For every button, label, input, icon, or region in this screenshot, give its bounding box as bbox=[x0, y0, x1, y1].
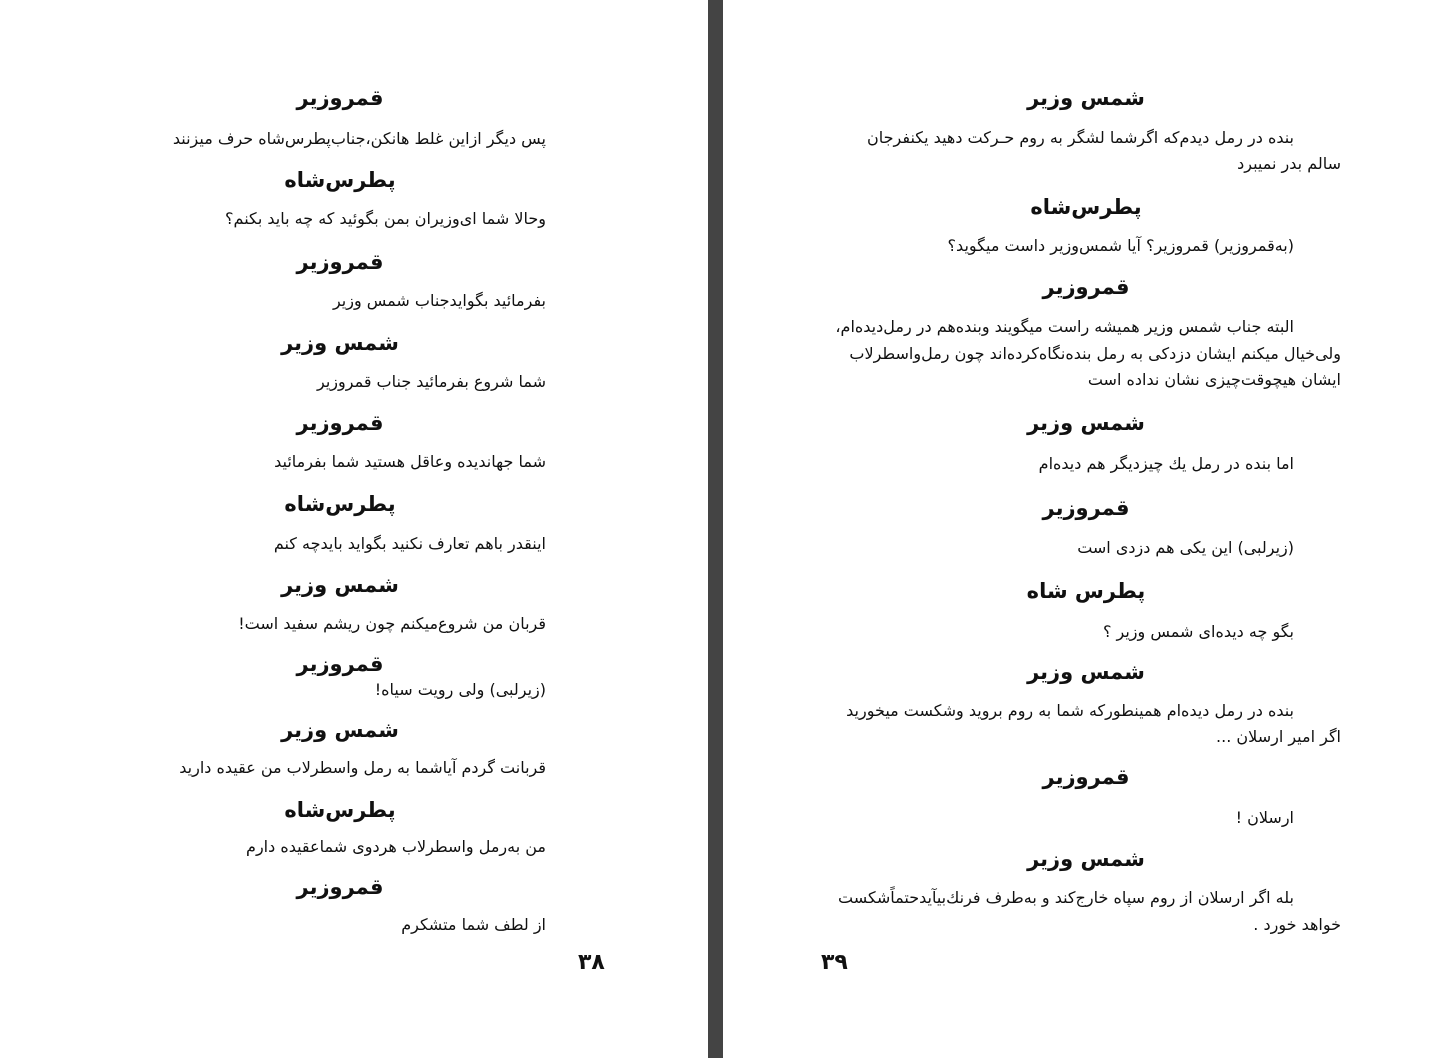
dialogue-line: خواهد خورد . bbox=[1253, 915, 1341, 934]
dialogue-line: ایشان هیچوقت‌چیزی نشان نداده است bbox=[1087, 370, 1341, 389]
dialogue-line: (زیرلبی) ولی رویت سیاه! bbox=[374, 680, 546, 699]
dialogue-line: (زیرلبی) این یکی هم دزدی است bbox=[1077, 538, 1294, 557]
dialogue-line: البته جناب شمس وزیر همیشه راست میگویند وبنده‌هم در رمل‌دیده‌ام، bbox=[835, 317, 1294, 336]
speaker-name: شمس وزیر bbox=[1027, 660, 1145, 684]
dialogue-line: سالم بدر نمیبرد bbox=[1237, 154, 1341, 173]
speaker-name: قمروزیر bbox=[296, 652, 384, 676]
dialogue-line: وحالا شما ای‌وزیران بمن بگوئید که چه باید بکنم؟ bbox=[225, 209, 546, 228]
speaker-name: پطرس‌شاه bbox=[1030, 195, 1142, 219]
speaker-name: قمروزیر bbox=[1042, 765, 1130, 789]
speaker-name: شمس وزیر bbox=[1027, 411, 1145, 435]
dialogue-line: بفرمائید بگوایدجناب شمس وزیر bbox=[332, 291, 546, 310]
dialogue-line: اگر امیر ارسلان ... bbox=[1216, 727, 1341, 746]
dialogue-line: (به‌قمروزیر) قمروزیر؟ آیا شمس‌وزیر داست میگوید؟ bbox=[947, 236, 1294, 255]
dialogue-line: قربان من شروع‌میکنم چون ریشم سفید است! bbox=[238, 614, 546, 633]
book-spine bbox=[708, 0, 723, 1058]
speaker-name: قمروزیر bbox=[296, 86, 384, 110]
speaker-name: شمس وزیر bbox=[281, 331, 399, 355]
speaker-name: شمس وزیر bbox=[1027, 847, 1145, 871]
page-number: ۳۹ bbox=[821, 950, 848, 975]
dialogue-line: شما شروع بفرمائید جناب قمروزیر bbox=[317, 372, 546, 391]
dialogue-line: بگو چه دیده‌ای شمس وزیر ؟ bbox=[1102, 622, 1294, 641]
speaker-name: پطرس‌شاه bbox=[284, 492, 396, 516]
dialogue-line: بنده در رمل دیده‌ام همینطورکه شما به روم بروید وشکست میخورید bbox=[846, 701, 1294, 720]
dialogue-line: من به‌رمل واسطرلاب هردوی شماعقیده دارم bbox=[246, 837, 546, 856]
page-number: ۳۸ bbox=[578, 950, 605, 975]
dialogue-line: شما جهاندیده وعاقل هستید شما بفرمائید bbox=[274, 452, 546, 471]
dialogue-line: بنده در رمل دیدم‌که اگرشما لشگر به روم حـرکت دهید یکنفرجان bbox=[867, 128, 1294, 147]
speaker-name: شمس وزیر bbox=[281, 573, 399, 597]
speaker-name: پطرس‌شاه bbox=[284, 798, 396, 822]
left-page bbox=[0, 0, 708, 1058]
dialogue-line: ولی‌خیال میکنم ایشان دزدکی به رمل بنده‌نگاه‌کرده‌اند چون رمل‌واسطرلاب bbox=[849, 344, 1341, 363]
speaker-name: قمروزیر bbox=[296, 250, 384, 274]
dialogue-line: ارسلان ! bbox=[1235, 808, 1294, 827]
speaker-name: قمروزیر bbox=[296, 875, 384, 899]
dialogue-line: بله اگر ارسلان از روم سپاه خارج‌کند و به‌طرف فرنك‌بیآید‌حتماً‌شکست bbox=[838, 888, 1294, 907]
speaker-name: قمروزیر bbox=[1042, 275, 1130, 299]
speaker-name: پطرس‌شاه bbox=[284, 168, 396, 192]
dialogue-line: پس دیگر ازاین غلط هانکن،جناب‌پطرس‌شاه حرف میزنند bbox=[172, 129, 546, 148]
speaker-name: پطرس شاه bbox=[1026, 579, 1146, 603]
speaker-name: قمروزیر bbox=[296, 411, 384, 435]
dialogue-line: اما بنده در رمل یك چیزدیگر هم دیده‌ام bbox=[1038, 454, 1294, 473]
speaker-name: قمروزیر bbox=[1042, 496, 1130, 520]
speaker-name: شمس وزیر bbox=[1027, 86, 1145, 110]
dialogue-line: از لطف شما متشکرم bbox=[401, 915, 546, 934]
speaker-name: شمس وزیر bbox=[281, 718, 399, 742]
right-page bbox=[723, 0, 1438, 1058]
dialogue-line: اینقدر باهم تعارف نکنید بگواید بایدچه کنم bbox=[273, 534, 546, 553]
dialogue-line: قربانت گردم آیاشما به رمل واسطرلاب من عقیده دارید bbox=[179, 758, 546, 777]
